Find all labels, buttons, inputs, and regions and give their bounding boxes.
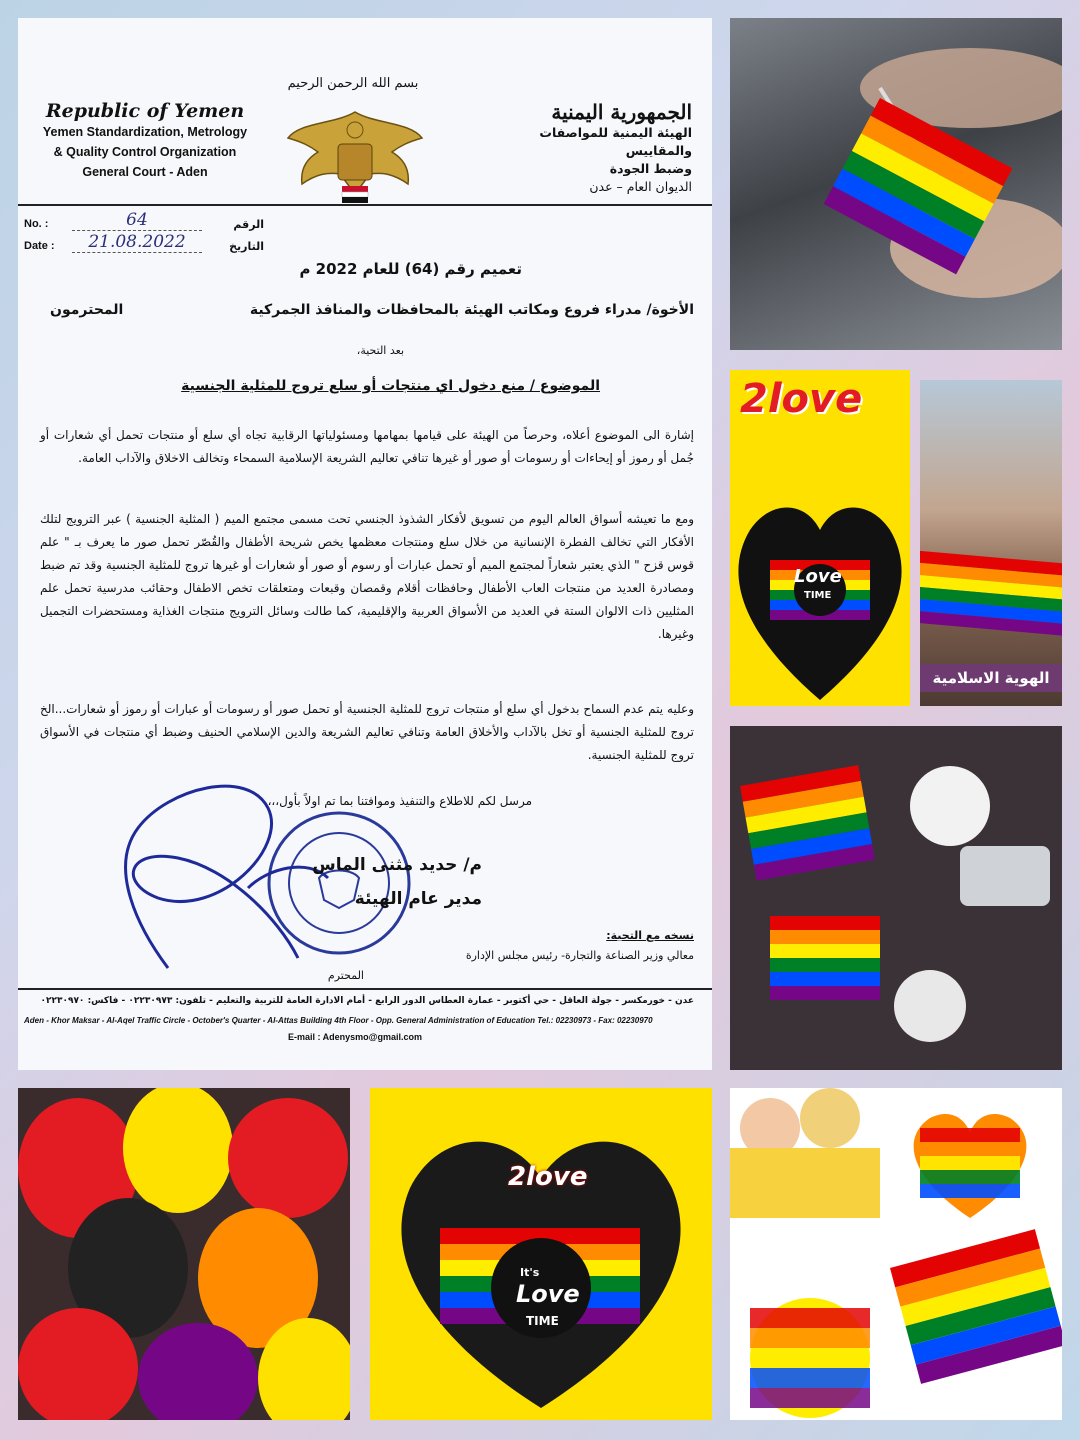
addressee-line bbox=[40, 302, 694, 318]
pop-it-toys-icon bbox=[730, 726, 1062, 1070]
rainbow-flag-photo bbox=[730, 18, 1062, 350]
brand-logo: 2love bbox=[740, 376, 863, 422]
heart-package-closeup-icon bbox=[370, 1088, 712, 1420]
respected-label: المحترمون bbox=[50, 302, 124, 318]
footer-address-ar: عدن - خورمكسر - جولة العاقل - حي أكتوبر - عمارة العطاس الدور الرابع - أمام الادارة العامة للتربية والتعليم - تلفون: ٠٢٢٣٠٩٧٣ - فاكس: ٠٢٢٣٠٩٧٠ bbox=[40, 996, 694, 1006]
republic-ar: الجمهورية اليمنية bbox=[551, 100, 692, 124]
paragraph-1: إشارة الى الموضوع أعلاه، وحرصاً من الهيئة على قيامها بمهامها ومسئولياتها الرقابية تجاه أي سلع أو منتجات تحمل أي شعارات أو جُمل أو رموز أو إيحاءات أو رسومات أو صور أو غيرها تنافي تعاليم الشريعة الإسلامية السمحاء وتخالف الاخلاق والآداب العامة. bbox=[40, 428, 694, 465]
copy-label: نسخه مع التحية: bbox=[606, 929, 694, 942]
circular-letter bbox=[18, 18, 712, 1070]
tagline-love: Love bbox=[516, 1280, 580, 1308]
number-label-en: No. : bbox=[24, 218, 49, 230]
org-ar-line2: وضبط الجودة bbox=[609, 161, 692, 176]
date-value: 21.08.2022 bbox=[72, 232, 202, 253]
number-value: 64 bbox=[72, 210, 202, 231]
pop-it-shapes-icon bbox=[730, 1088, 1062, 1420]
kids-pop-it-photo bbox=[730, 1088, 1062, 1420]
signatory-name: م/ حديد مثنى الماس bbox=[312, 855, 482, 875]
court-en: General Court - Aden bbox=[82, 165, 208, 179]
letterhead-arabic bbox=[472, 100, 692, 196]
copy-block bbox=[40, 926, 694, 986]
brand-logo-closeup: 2love bbox=[508, 1162, 588, 1192]
footer-address-en: Aden - Khor Maksar - Al-Aqel Traffic Circle - October's Quarter - Al-Attas Building 4th Floor - Opp. General Administration of Education Tel.: 02230973 - Fax: 02230970 bbox=[24, 1016, 653, 1025]
signature-block bbox=[40, 848, 482, 916]
islamic-identity-caption: الهوية الاسلامية bbox=[920, 664, 1062, 692]
signatory-title: مدير عام الهيئة bbox=[354, 889, 482, 909]
court-ar: الديوان العام – عدن bbox=[589, 179, 692, 194]
header-divider bbox=[18, 204, 712, 206]
seized-toys-photo bbox=[730, 726, 1062, 1070]
date-label-ar: التاريخ bbox=[229, 240, 264, 253]
reference-block bbox=[24, 210, 264, 258]
republic-en: Republic of Yemen bbox=[45, 100, 245, 122]
date-label-en: Date : bbox=[24, 240, 55, 252]
yemen-emblem-icon bbox=[280, 94, 430, 214]
copy-respected: المحترم bbox=[327, 969, 364, 982]
candy-pack-photo bbox=[730, 370, 910, 706]
pack-tagline-time: TIME bbox=[804, 590, 832, 601]
pack-tagline-love: Love bbox=[794, 566, 842, 587]
paragraph-2: ومع ما تعيشه أسواق العالم اليوم من تسويق لأفكار الشذوذ الجنسي تحت مسمى مجتمع الميم ( المثلية الجنسية ) عبر الترويج لتلك الأفكار التي تخالف الفطرة الإنسانية من خلال سلع ومنتجات معظمها يخص شريحة الأطفال والقُصّر تحمل صور ما يعرف بـ " علم قوس قزح " الذي يعتبر شعاراً لمجتمع الميم أو تحمل عبارات أو رسوم أو صور أو شعارات أو غيرها تروج للمثلية الجنسية وقد تم ضبط ومصادرة العديد من منتجات العاب الأطفال وحافظات أقلام وقمصان وقبعات ومتعلقات تخص الاطفال وحقائب مدرسية تحمل علم المثليين ذات الالوان الستة في العديد من الأسواق العربية والإقليمية، كما طالت وسائل الترويج منتجات الغذاية ومستحضرات التجميل وغيرها. bbox=[40, 512, 694, 641]
org-en-line2: & Quality Control Organization bbox=[53, 145, 237, 159]
tagline-time: TIME bbox=[526, 1314, 559, 1328]
org-en-line1: Yemen Standardization, Metrology bbox=[42, 125, 248, 139]
copy-recipient: معالي وزير الصناعة والتجارة- رئيس مجلس الإدارة bbox=[465, 949, 694, 962]
rainbow-flag-icon bbox=[730, 18, 1062, 350]
circular-title: تعميم رقم (64) للعام 2022 م bbox=[299, 260, 522, 278]
parade-flag-icon bbox=[920, 380, 1062, 706]
closing-line: مرسل لكم للاطلاع والتنفيذ وموافتنا بما تم اولاً بأول،،، bbox=[267, 794, 532, 808]
footer-email: E-mail : Adenysmo@gmail.com bbox=[288, 1032, 422, 1042]
heart-pack-closeup bbox=[370, 1088, 712, 1420]
tagline-its: It's bbox=[520, 1266, 540, 1279]
letterhead-english bbox=[40, 100, 250, 182]
candy-eggs-photo bbox=[18, 1088, 350, 1420]
paragraph-3: وعليه يتم عدم السماح بدخول أي سلع أو منتجات تروج للمثلية الجنسية أو تحمل صور أو رسومات أو عبارات أو رموز أو شعارات...الخ تروج للمثلية الجنسية أو تخل بالآداب والأخلاق العامة وتنافي تعاليم الشريعة والدين الإسلامي الحنيف وضبط أي منتجات في الأسواق تروج للمثلية الجنسية. bbox=[40, 702, 694, 762]
number-label-ar: الرقم bbox=[233, 218, 264, 231]
greeting: بعد التحية، bbox=[356, 344, 404, 357]
subject-line: الموضوع / منع دخول اي منتجات أو سلع تروج للمثلية الجنسية bbox=[181, 378, 600, 394]
bismillah: بسم الله الرحمن الرحيم bbox=[287, 76, 419, 91]
parade-photo bbox=[920, 380, 1062, 706]
candy-eggs-icon bbox=[18, 1088, 350, 1420]
addressee: الأخوة/ مدراء فروع ومكاتب الهيئة بالمحافظات والمنافذ الجمركية bbox=[249, 302, 694, 318]
org-ar-line1: الهيئة اليمنية للمواصفات والمقاييس bbox=[539, 125, 692, 158]
footer-divider bbox=[18, 988, 712, 990]
